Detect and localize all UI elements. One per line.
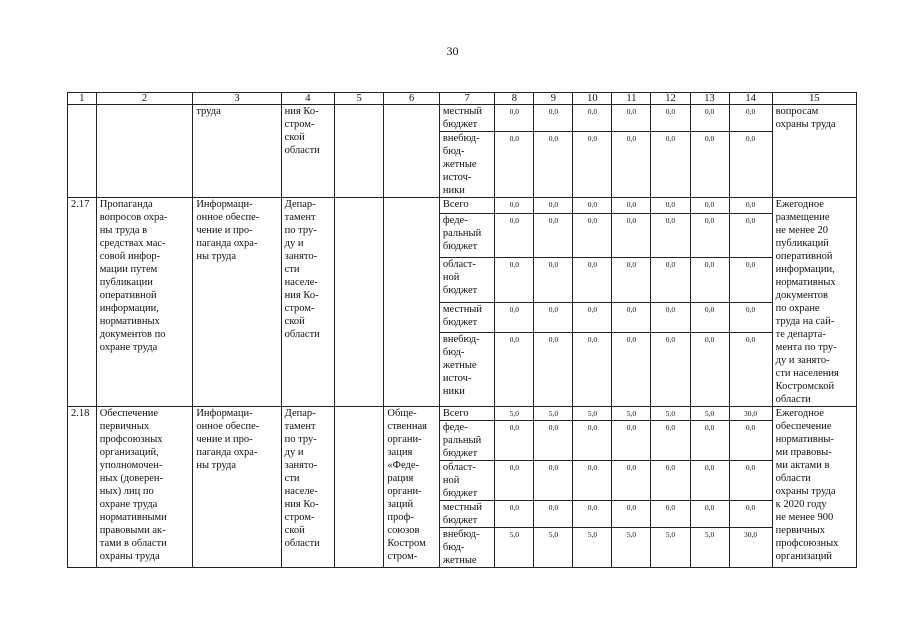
amount-cell: 0,0: [495, 132, 534, 198]
amount-cell: 5,0: [651, 528, 690, 568]
amount-cell: 5,0: [573, 528, 612, 568]
amount-cell: 0,0: [534, 198, 573, 214]
amount-cell: 0,0: [729, 461, 772, 501]
funding-source-cell: Всего: [439, 198, 494, 214]
amount-cell: 0,0: [729, 258, 772, 303]
amount-cell: 0,0: [534, 501, 573, 528]
amount-cell: 5,0: [495, 407, 534, 421]
column-header: 15: [772, 93, 856, 105]
amount-cell: 0,0: [651, 132, 690, 198]
amount-cell: 0,0: [573, 198, 612, 214]
amount-cell: 0,0: [573, 501, 612, 528]
column-header: 2: [96, 93, 193, 105]
amount-cell: 0,0: [534, 258, 573, 303]
funding-source-cell: област- ной бюджет: [439, 461, 494, 501]
result-cell: Ежегодное размещение не менее 20 публикаций оперативной информации, нормативных документов по охране труда на сай- те департа- мента по тру- ду и занято- сти населения Костромской области: [772, 198, 856, 407]
column-header: 6: [384, 93, 439, 105]
funding-source-cell: феде- ральный бюджет: [439, 213, 494, 258]
amount-cell: 0,0: [495, 258, 534, 303]
amount-cell: 0,0: [612, 333, 651, 407]
amount-cell: 0,0: [612, 213, 651, 258]
amount-cell: 0,0: [534, 421, 573, 461]
amount-cell: 0,0: [651, 105, 690, 132]
amount-cell: 0,0: [651, 461, 690, 501]
funding-source-cell: местный бюджет: [439, 105, 494, 132]
amount-cell: 0,0: [690, 461, 729, 501]
amount-cell: 0,0: [495, 421, 534, 461]
amount-cell: 30,0: [729, 407, 772, 421]
task-cell: Информаци- онное обеспе- чение и про- паганда охра- ны труда: [193, 198, 281, 407]
amount-cell: 0,0: [612, 258, 651, 303]
executor-cell: ния Ко- стром- ской области: [281, 105, 334, 198]
amount-cell: 0,0: [534, 105, 573, 132]
amount-cell: 0,0: [612, 303, 651, 333]
amount-cell: 0,0: [729, 421, 772, 461]
column-header: 3: [193, 93, 281, 105]
column-header: 13: [690, 93, 729, 105]
amount-cell: 0,0: [573, 333, 612, 407]
executor-cell: Депар- тамент по тру- ду и занято- сти населе- ния Ко- стром- ской области: [281, 198, 334, 407]
measure-name-cell: Обеспечение первичных профсоюзных организаций, уполномочен- ных (доверен- ных) лиц по охране труда нормативными правовыми ак- тами в области охраны труда: [96, 407, 193, 568]
amount-cell: 0,0: [729, 105, 772, 132]
amount-cell: 0,0: [495, 105, 534, 132]
column-header: 8: [495, 93, 534, 105]
table-row: [68, 198, 857, 214]
term-cell: [335, 198, 384, 407]
column-header: 11: [612, 93, 651, 105]
amount-cell: 5,0: [651, 407, 690, 421]
amount-cell: 0,0: [651, 421, 690, 461]
amount-cell: 0,0: [612, 198, 651, 214]
amount-cell: 0,0: [495, 461, 534, 501]
amount-cell: 0,0: [651, 333, 690, 407]
amount-cell: 0,0: [729, 333, 772, 407]
funding-source-cell: местный бюджет: [439, 303, 494, 333]
amount-cell: 0,0: [573, 421, 612, 461]
column-header: 10: [573, 93, 612, 105]
amount-cell: 0,0: [651, 501, 690, 528]
amount-cell: 0,0: [729, 303, 772, 333]
amount-cell: 30,0: [729, 528, 772, 568]
measure-name-cell: Пропаганда вопросов охра- ны труда в средствах мас- совой инфор- мации путем публикации оперативной информации, нормативных документов по охране труда: [96, 198, 193, 407]
funding-source-cell: местный бюджет: [439, 501, 494, 528]
funding-source-cell: Всего: [439, 407, 494, 421]
column-header: 5: [335, 93, 384, 105]
amount-cell: 0,0: [495, 303, 534, 333]
program-table: [67, 92, 857, 568]
funding-source-cell: внебюд- бюд- жетные: [439, 528, 494, 568]
amount-cell: 0,0: [690, 258, 729, 303]
amount-cell: 0,0: [690, 333, 729, 407]
table-row: [68, 105, 857, 132]
amount-cell: 0,0: [651, 303, 690, 333]
term-cell: [335, 105, 384, 198]
amount-cell: 5,0: [495, 528, 534, 568]
executor-cell: Депар- тамент по тру- ду и занято- сти населе- ния Ко- стром- ской области: [281, 407, 334, 568]
amount-cell: 5,0: [534, 407, 573, 421]
amount-cell: 0,0: [573, 105, 612, 132]
amount-cell: 0,0: [495, 198, 534, 214]
amount-cell: 5,0: [573, 407, 612, 421]
amount-cell: 0,0: [612, 132, 651, 198]
amount-cell: 0,0: [729, 213, 772, 258]
term-cell: [335, 407, 384, 568]
amount-cell: 0,0: [612, 501, 651, 528]
amount-cell: 0,0: [729, 132, 772, 198]
item-number-cell: 2.17: [68, 198, 97, 407]
amount-cell: 0,0: [573, 258, 612, 303]
amount-cell: 0,0: [729, 198, 772, 214]
measure-name-cell: [96, 105, 193, 198]
amount-cell: 0,0: [612, 421, 651, 461]
page-number: 30: [446, 44, 459, 58]
result-cell: вопросам охраны труда: [772, 105, 856, 198]
amount-cell: 0,0: [612, 461, 651, 501]
amount-cell: 0,0: [690, 132, 729, 198]
amount-cell: 0,0: [573, 303, 612, 333]
column-header: 9: [534, 93, 573, 105]
amount-cell: 0,0: [690, 198, 729, 214]
amount-cell: 0,0: [651, 198, 690, 214]
amount-cell: 5,0: [534, 528, 573, 568]
amount-cell: 0,0: [729, 501, 772, 528]
amount-cell: 0,0: [495, 501, 534, 528]
amount-cell: 0,0: [534, 303, 573, 333]
funding-source-cell: област- ной бюджет: [439, 258, 494, 303]
funding-source-cell: феде- ральный бюджет: [439, 421, 494, 461]
amount-cell: 0,0: [573, 132, 612, 198]
amount-cell: 5,0: [612, 528, 651, 568]
task-cell: Информаци- онное обеспе- чение и про- паганда охра- ны труда: [193, 407, 281, 568]
amount-cell: 0,0: [495, 333, 534, 407]
item-number-cell: [68, 105, 97, 198]
column-header: 14: [729, 93, 772, 105]
amount-cell: 0,0: [573, 461, 612, 501]
amount-cell: 0,0: [534, 461, 573, 501]
amount-cell: 0,0: [573, 213, 612, 258]
amount-cell: 0,0: [534, 213, 573, 258]
column-header: 4: [281, 93, 334, 105]
amount-cell: 5,0: [690, 407, 729, 421]
coexecutor-cell: [384, 198, 439, 407]
amount-cell: 5,0: [690, 528, 729, 568]
amount-cell: 0,0: [534, 333, 573, 407]
amount-cell: 0,0: [651, 258, 690, 303]
coexecutor-cell: Обще- ственная органи- зация «Феде- рация органи- заций проф- союзов Костром стром-: [384, 407, 439, 568]
task-cell: труда: [193, 105, 281, 198]
item-number-cell: 2.18: [68, 407, 97, 568]
amount-cell: 0,0: [651, 213, 690, 258]
column-header: 7: [439, 93, 494, 105]
amount-cell: 5,0: [612, 407, 651, 421]
column-header: 1: [68, 93, 97, 105]
coexecutor-cell: [384, 105, 439, 198]
amount-cell: 0,0: [612, 105, 651, 132]
funding-source-cell: внебюд- бюд- жетные источ- ники: [439, 333, 494, 407]
table-row: [68, 407, 857, 421]
header-row: [68, 93, 857, 105]
funding-source-cell: внебюд- бюд- жетные источ- ники: [439, 132, 494, 198]
amount-cell: 0,0: [495, 213, 534, 258]
amount-cell: 0,0: [690, 303, 729, 333]
amount-cell: 0,0: [690, 421, 729, 461]
column-header: 12: [651, 93, 690, 105]
result-cell: Ежегодное обеспечение нормативны- ми правовы- ми актами в области охраны труда к 2020 году не менее 900 первичных профсоюзных организаций: [772, 407, 856, 568]
amount-cell: 0,0: [534, 132, 573, 198]
amount-cell: 0,0: [690, 213, 729, 258]
amount-cell: 0,0: [690, 501, 729, 528]
amount-cell: 0,0: [690, 105, 729, 132]
